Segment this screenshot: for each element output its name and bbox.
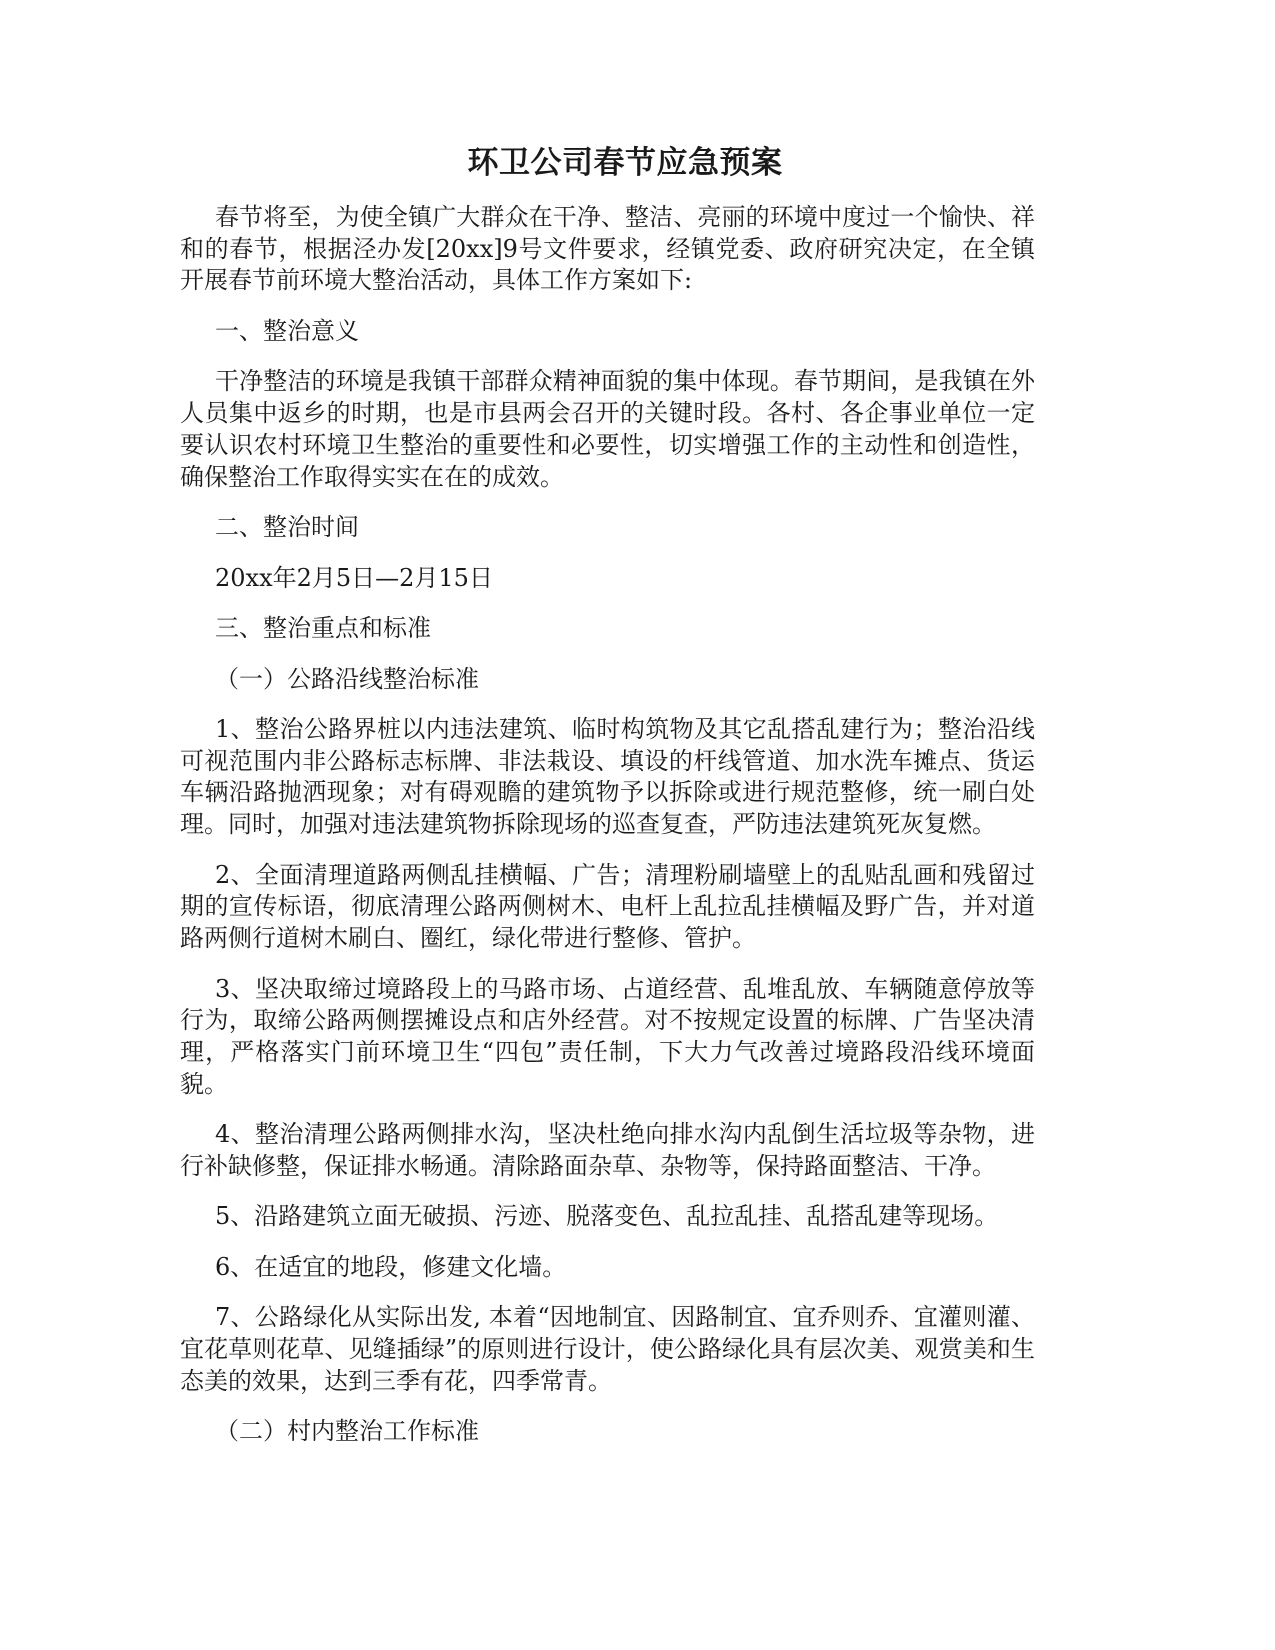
time-range-paragraph: 20xx年2月5日—2月15日 xyxy=(215,563,493,592)
section-heading-significance: 一、整治意义 xyxy=(215,316,359,345)
road-standard-item-2: 2、全面清理道路两侧乱挂横幅、广告；清理粉刷墙壁上的乱贴乱画和残留过期的宣传标语，彻底清理公路两侧树木、电杆上乱拉乱挂横幅及野广告，并对道路两侧行道树木刷白、圈红，绿化带进行整修、管护。 xyxy=(180,860,1035,953)
subsection-heading-road: （一）公路沿线整治标准 xyxy=(215,664,479,693)
road-standard-item-6: 6、在适宜的地段，修建文化墙。 xyxy=(215,1252,567,1281)
document-title: 环卫公司春节应急预案 xyxy=(467,145,783,181)
significance-paragraph: 干净整洁的环境是我镇干部群众精神面貌的集中体现。春节期间，是我镇在外人员集中返乡的时期，也是市县两会召开的关键时段。各村、各企事业单位一定要认识农村环境卫生整治的重要性和必要性，切实增强工作的主动性和创造性，确保整治工作取得实实在在的成效。 xyxy=(180,367,1035,491)
intro-paragraph: 春节将至，为使全镇广大群众在干净、整洁、亮丽的环境中度过一个愉快、祥和的春节，根据泾办发[20xx]9号文件要求，经镇党委、政府研究决定，在全镇开展春节前环境大整治活动，具体工作方案如下: xyxy=(180,203,1035,295)
road-standard-item-7: 7、公路绿化从实际出发, 本着“因地制宜、因路制宜、宜乔则乔、宜灌则灌、宜花草则花草、见缝插绿”的原则进行设计，使公路绿化具有层次美、观赏美和生态美的效果，达到三季有花，四季常青。 xyxy=(180,1303,1035,1395)
road-standard-item-1: 1、整治公路界桩以内违法建筑、临时构筑物及其它乱搭乱建行为；整治沿线可视范围内非公路标志标牌、非法栽设、填设的杆线管道、加水洗车摊点、货运车辆沿路抛洒现象；对有碍观瞻的建筑物予以拆除或进行规范整修，统一刷白处理。同时，加强对违法建筑物拆除现场的巡查复查，严防违法建筑死灰复燃。 xyxy=(180,715,1035,839)
section-heading-standards: 三、整治重点和标准 xyxy=(215,614,431,643)
section-heading-time: 二、整治时间 xyxy=(215,513,359,542)
road-standard-item-4: 4、整治清理公路两侧排水沟，坚决杜绝向排水沟内乱倒生活垃圾等杂物，进行补缺修整，保证排水畅通。清除路面杂草、杂物等，保持路面整洁、干净。 xyxy=(180,1120,1035,1180)
road-standard-item-5: 5、沿路建筑立面无破损、污迹、脱落变色、乱拉乱挂、乱搭乱建等现场。 xyxy=(215,1202,999,1231)
subsection-heading-village: （二）村内整治工作标准 xyxy=(215,1417,479,1446)
road-standard-item-3: 3、坚决取缔过境路段上的马路市场、占道经营、乱堆乱放、车辆随意停放等行为，取缔公路两侧摆摊设点和店外经营。对不按规定设置的标牌、广告坚决清理，严格落实门前环境卫生“四包”责任制，下大力气改善过境路段沿线环境面貌。 xyxy=(180,974,1035,1098)
document-page xyxy=(180,143,1035,1467)
